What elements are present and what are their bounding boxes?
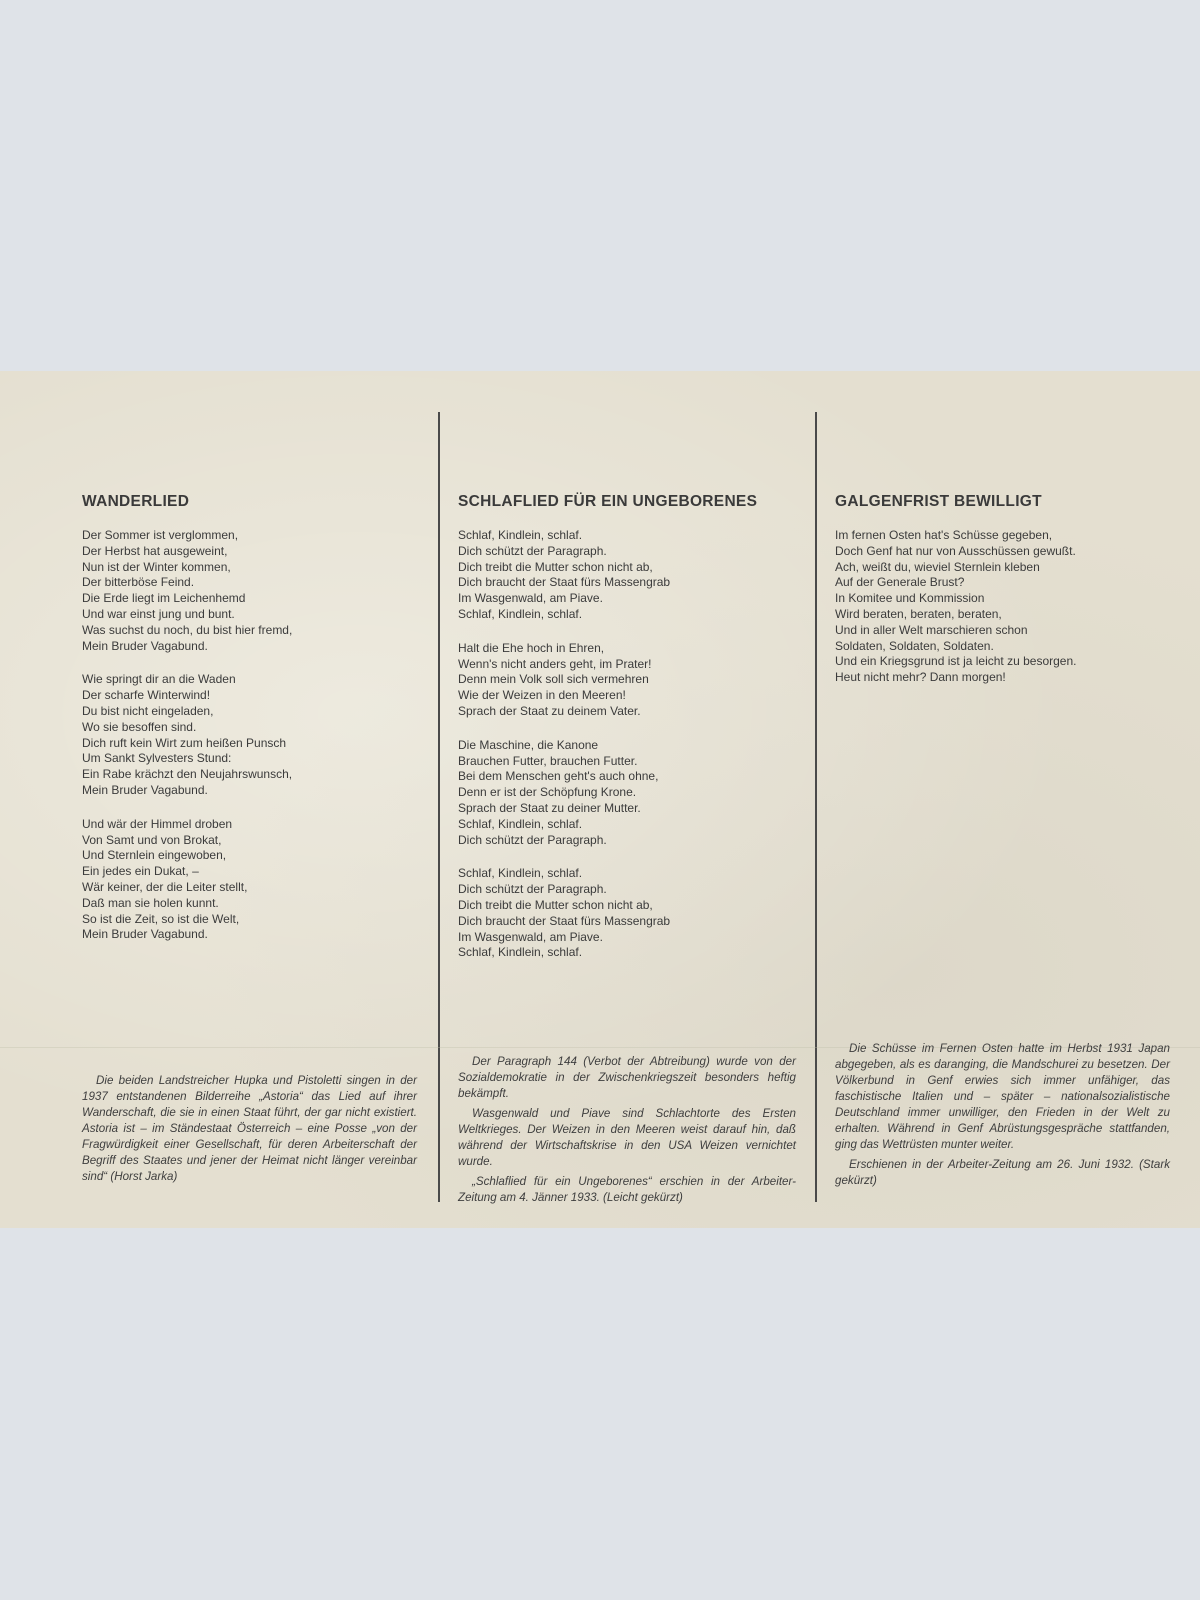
verse-line: Die Erde liegt im Leichenhemd [82, 591, 246, 606]
verse-line: Denn er ist der Schöpfung Krone. [458, 785, 637, 800]
note-paragraph: Die Schüsse im Fernen Osten hatte im Herbst 1931 Japan abgegeben, als es daranging, die Mandschurei zu besetzen. Der Völkerbund in Genf erwies sich immer unfähiger, das faschistische Italien und – später – nationalsozialistische Deutschland immer unwilliger, den Frieden in der Welt zu erhalten. Während in Genf Abrüstungsgespräche stattfanden, ging das Wettrüsten munter weiter. [835, 1042, 1170, 1151]
verse-line: Sprach der Staat zu deinem Vater. [458, 703, 641, 718]
verse-line: Dich ruft kein Wirt zum heißen Punsch [82, 735, 287, 750]
verse-line: Doch Genf hat nur von Ausschüssen gewußt. [835, 543, 1076, 558]
poem-column-schlaflied [458, 493, 798, 979]
document-page [0, 371, 1200, 1228]
stanza [82, 817, 422, 943]
verse-line: Brauchen Futter, brauchen Futter. [458, 753, 638, 768]
verse-line: Der Sommer ist verglommen, [82, 528, 239, 542]
verse-line: Mein Bruder Vagabund. [82, 782, 208, 797]
verse-line: Mein Bruder Vagabund. [82, 638, 208, 653]
verse-line: Schlaf, Kindlein, schlaf. [458, 606, 583, 621]
verse-line: Ach, weißt du, wieviel Sternlein kleben [835, 559, 1040, 574]
verse-line: Wär keiner, der die Leiter stellt, [82, 879, 248, 894]
poem-title: WANDERLIED [82, 493, 190, 510]
verse-line: Nun ist der Winter kommen, [82, 559, 231, 574]
stanza [458, 738, 798, 849]
note-paragraph: Wasgenwald und Piave sind Schlachtorte des Ersten Weltkrieges. Der Weizen in den Meeren weist darauf hin, daß während der Wirtschaftskrise in den USA Weizen vernichtet wurde. [458, 1107, 796, 1168]
verse-line: Und Sternlein eingewoben, [82, 848, 227, 863]
verse-line: Mein Bruder Vagabund. [82, 927, 208, 942]
verse-line: Halt die Ehe hoch in Ehren, [458, 640, 605, 655]
verse-line: Wo sie besoffen sind. [82, 719, 197, 734]
verse-line: Was suchst du noch, du bist hier fremd, [82, 622, 293, 637]
note-paragraph: „Schlaflied für ein Ungeborenes“ erschien in der Arbeiter-Zeitung am 4. Jänner 1933. (Leicht gekürzt) [458, 1175, 796, 1204]
stanza [82, 528, 422, 654]
verse-line: So ist die Zeit, so ist die Welt, [82, 911, 240, 926]
verse-line: Wenn's nicht anders geht, im Prater! [458, 656, 652, 671]
commentary-note [835, 1041, 1170, 1193]
poem-body [82, 528, 422, 943]
column-divider [438, 412, 440, 1202]
verse-line: Wie springt dir an die Waden [82, 672, 236, 687]
verse-line: Bei dem Menschen geht's auch ohne, [458, 769, 659, 784]
verse-line: Ein jedes ein Dukat, – [82, 864, 199, 879]
verse-line: Daß man sie holen kunnt. [82, 895, 219, 910]
verse-line: Denn mein Volk soll sich vermehren [458, 672, 649, 687]
poem-title: SCHLAFLIED FÜR EIN UNGEBORENES [458, 493, 758, 510]
verse-line: Schlaf, Kindlein, schlaf. [458, 866, 583, 881]
column-divider [815, 412, 817, 1202]
verse-line: Du bist nicht eingeladen, [82, 703, 214, 718]
verse-line: Um Sankt Sylvesters Stund: [82, 751, 232, 766]
verse-line: Dich treibt die Mutter schon nicht ab, [458, 897, 653, 912]
commentary-note [458, 1054, 796, 1210]
verse-line: Dich schützt der Paragraph. [458, 832, 607, 847]
verse-line: Im fernen Osten hat's Schüsse gegeben, [835, 528, 1053, 542]
verse-line: Auf der Generale Brust? [835, 575, 965, 590]
verse-line: Schlaf, Kindlein, schlaf. [458, 945, 583, 960]
verse-line: Soldaten, Soldaten, Soldaten. [835, 638, 994, 653]
verse-line: In Komitee und Kommission [835, 591, 985, 606]
poem-body [835, 528, 1175, 686]
verse-line: Dich braucht der Staat fürs Massengrab [458, 575, 671, 590]
verse-line: Die Maschine, die Kanone [458, 737, 599, 752]
verse-line: Und wär der Himmel droben [82, 816, 233, 831]
verse-line: Und ein Kriegsgrund ist ja leicht zu besorgen. [835, 654, 1077, 669]
verse-line: Der Herbst hat ausgeweint, [82, 543, 228, 558]
verse-line: Ein Rabe krächzt den Neujahrswunsch, [82, 767, 293, 782]
stanza [458, 641, 798, 720]
verse-line: Dich schützt der Paragraph. [458, 882, 607, 897]
verse-line: Und in aller Welt marschieren schon [835, 622, 1028, 637]
verse-line: Im Wasgenwald, am Piave. [458, 929, 603, 944]
stanza [458, 528, 798, 623]
verse-line: Der scharfe Winterwind! [82, 688, 211, 703]
verse-line: Dich treibt die Mutter schon nicht ab, [458, 559, 653, 574]
verse-line: Dich schützt der Paragraph. [458, 543, 607, 558]
verse-line: Dich braucht der Staat fürs Massengrab [458, 913, 671, 928]
verse-line: Und war einst jung und bunt. [82, 606, 235, 621]
note-paragraph: Der Paragraph 144 (Verbot der Abtreibung) wurde von der Sozialdemokratie in der Zwischenkriegszeit besonders heftig bekämpft. [458, 1055, 796, 1100]
commentary-note [82, 1073, 417, 1189]
verse-line: Wie der Weizen in den Meeren! [458, 688, 626, 703]
stanza [82, 672, 422, 798]
verse-line: Schlaf, Kindlein, schlaf. [458, 528, 583, 542]
poem-title: GALGENFRIST BEWILLIGT [835, 493, 1042, 510]
stanza [835, 528, 1175, 686]
verse-line: Sprach der Staat zu deiner Mutter. [458, 800, 641, 815]
poem-column-wanderlied [82, 493, 422, 961]
verse-line: Heut nicht mehr? Dann morgen! [835, 670, 1006, 685]
verse-line: Schlaf, Kindlein, schlaf. [458, 816, 583, 831]
verse-line: Wird beraten, beraten, beraten, [835, 606, 1002, 621]
stanza [458, 866, 798, 961]
poem-body [458, 528, 798, 961]
verse-line: Im Wasgenwald, am Piave. [458, 591, 603, 606]
verse-line: Der bitterböse Feind. [82, 575, 195, 590]
note-paragraph: Erschienen in der Arbeiter-Zeitung am 26. Juni 1932. (Stark gekürzt) [835, 1158, 1170, 1187]
note-paragraph: Die beiden Landstreicher Hupka und Pistoletti singen in der 1937 entstandenen Bilderreihe „Astoria“ das Lied auf ihrer Wanderschaft, die sie in einen Staat führt, der gar nicht existiert. Astoria ist – im Ständestaat Österreich – eine Posse „von der Fragwürdigkeit einer Gesellschaft, für deren Arbeiterschaft der Begriff des Staates und jener der Heimat nicht länger vereinbar sind“ (Horst Jarka) [82, 1074, 417, 1183]
verse-line: Von Samt und von Brokat, [82, 832, 222, 847]
poem-column-galgenfrist [835, 493, 1175, 704]
